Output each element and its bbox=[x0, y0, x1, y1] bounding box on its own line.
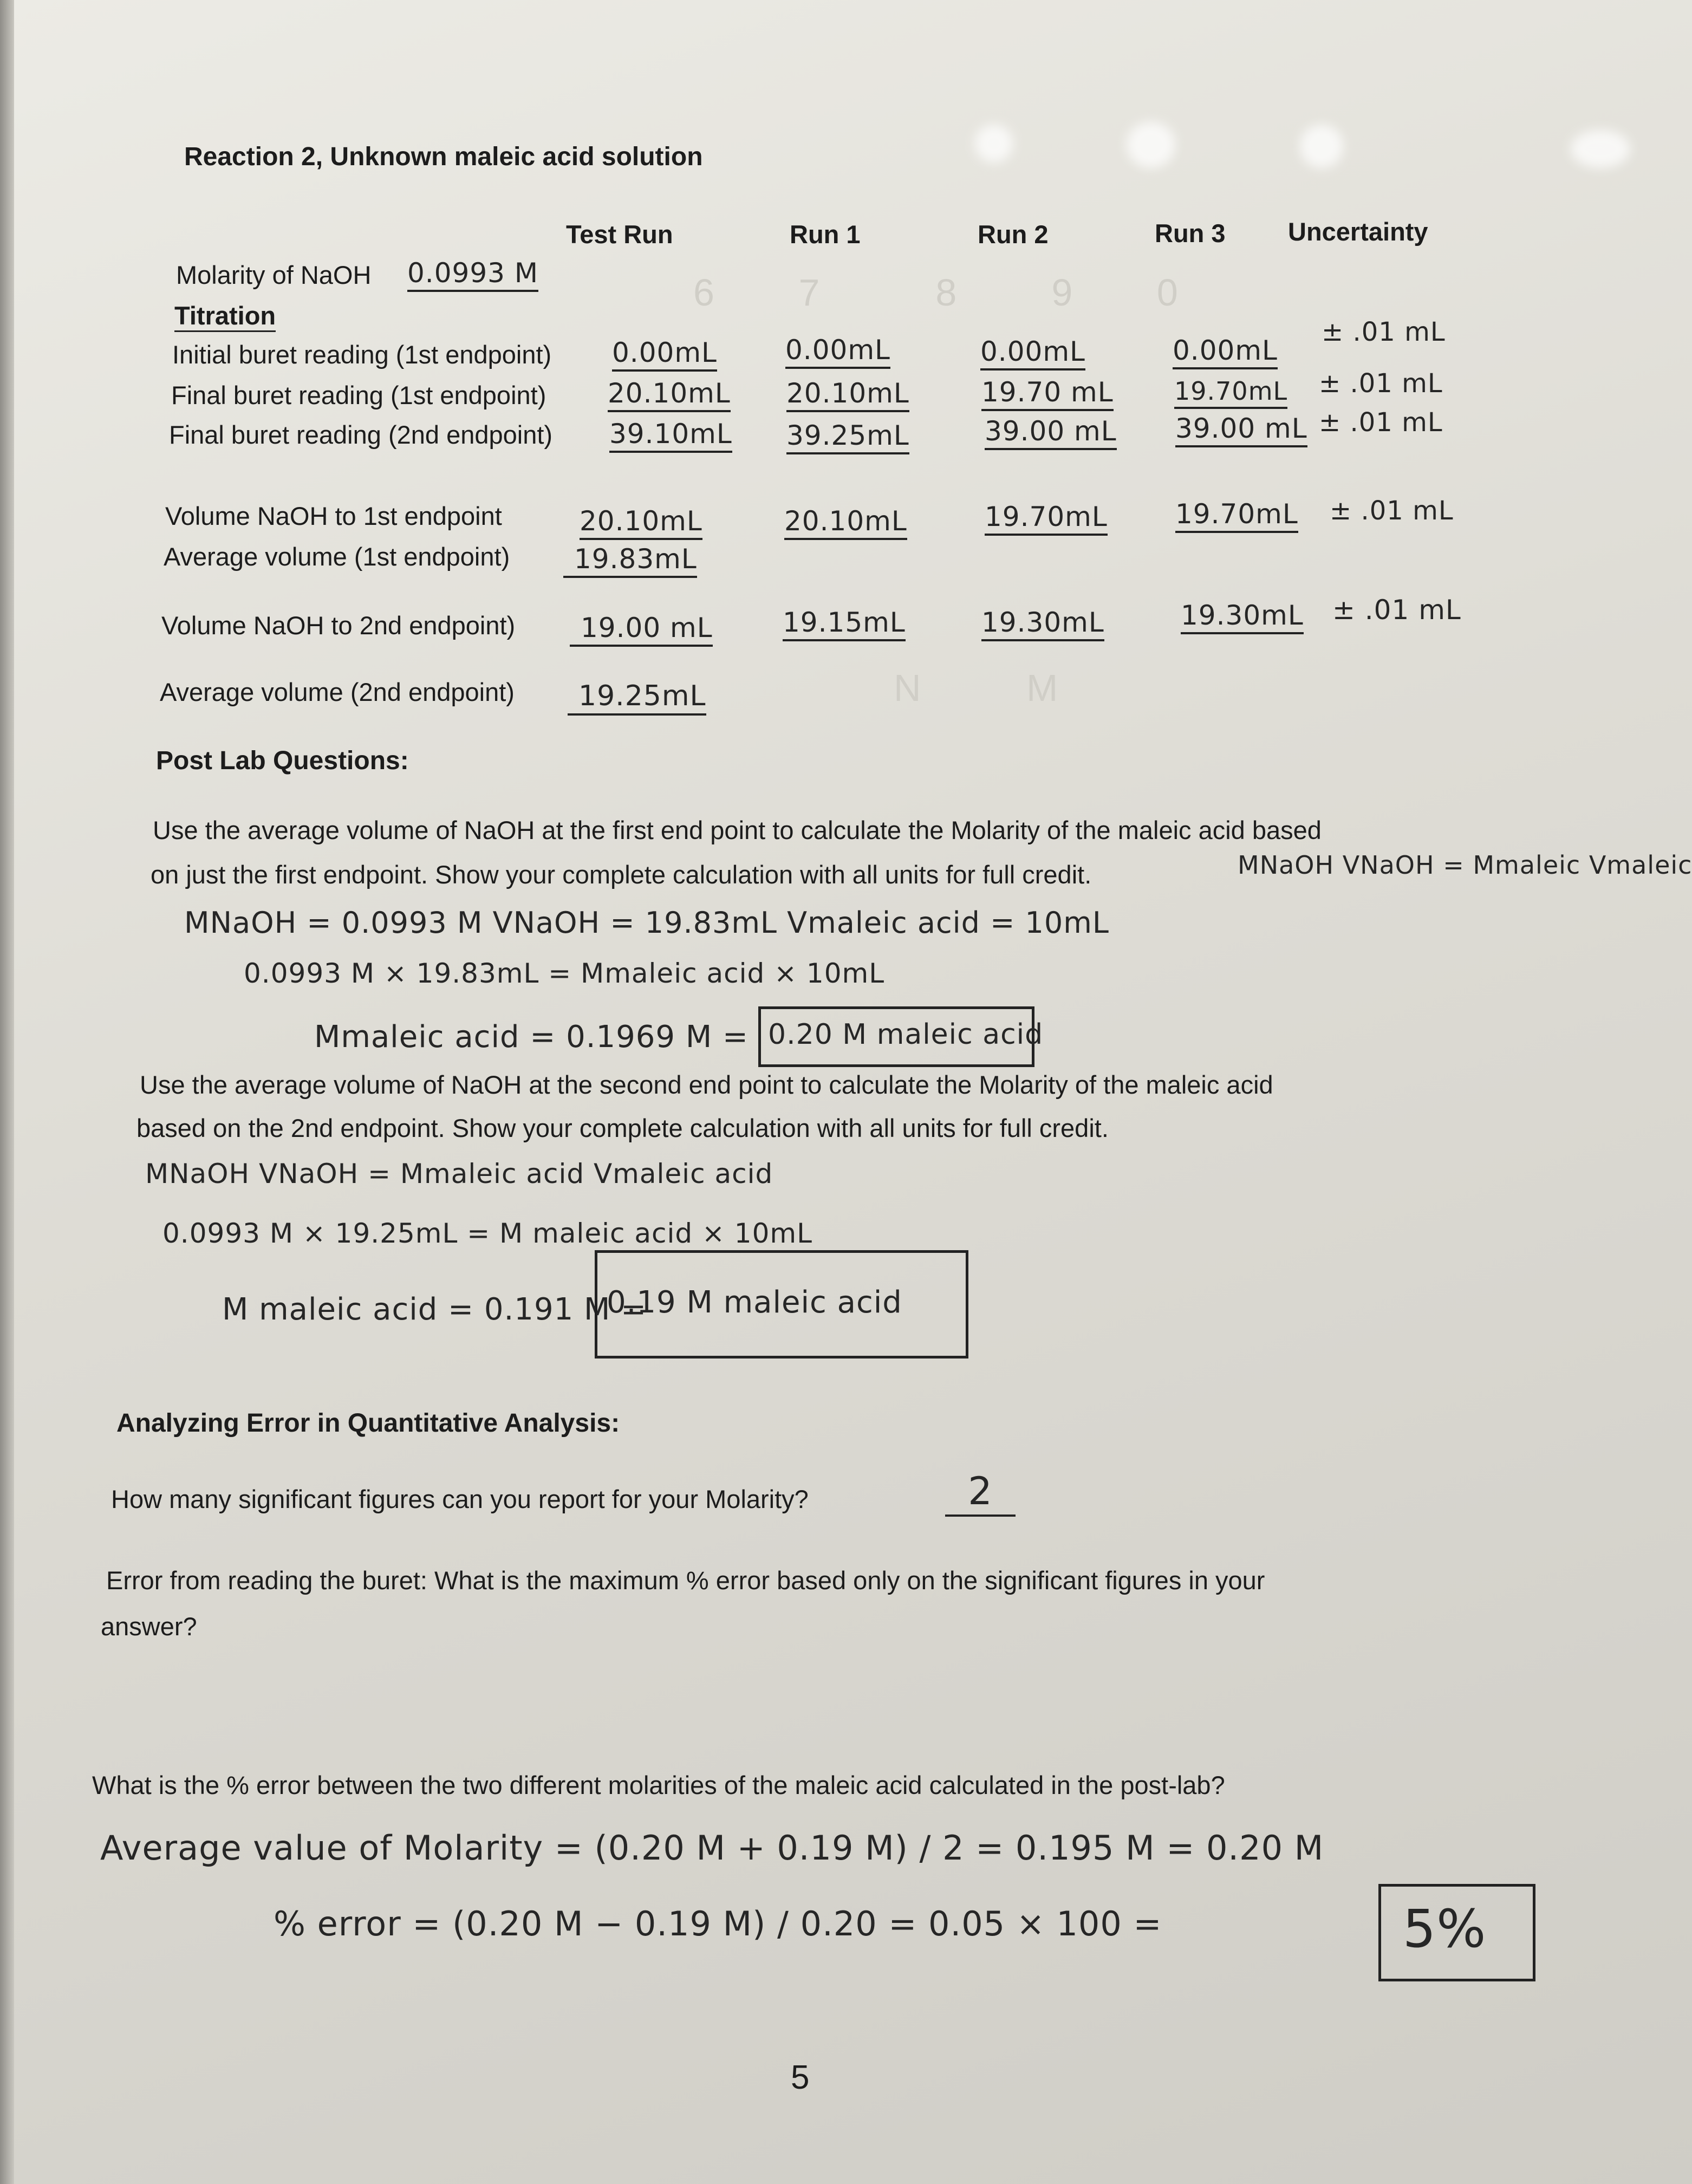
question-1-formula: MNaOH VNaOH = Mmaleic Vmaleic bbox=[1238, 850, 1692, 880]
cell-final-2-uncertainty: ± .01 mL bbox=[1319, 407, 1443, 438]
answer-sigfigs: 2 bbox=[945, 1469, 1016, 1517]
answer-1-line-3: Mmaleic acid = 0.1969 M = bbox=[314, 1019, 749, 1055]
backside-show-through: 6 7 8 9 0 bbox=[693, 271, 1178, 314]
cell-vol-2-uncertainty: ± .01 mL bbox=[1332, 594, 1461, 626]
row-label-final-1: Final buret reading (1st endpoint) bbox=[171, 381, 546, 410]
answer-average: Average value of Molarity = (0.20 M + 0.19 M) / 2 = 0.195 M = 0.20 M bbox=[100, 1828, 1324, 1868]
col-run-1: Run 1 bbox=[790, 220, 861, 249]
row-label-initial-1: Initial buret reading (1st endpoint) bbox=[172, 340, 552, 369]
question-percent-error: What is the % error between the two different molarities of the maleic acid calculated in the post-lab? bbox=[92, 1771, 1225, 1799]
row-label-vol-1: Volume NaOH to 1st endpoint bbox=[165, 502, 502, 530]
question-2-line-2: based on the 2nd endpoint. Show your complete calculation with all units for full credit. bbox=[136, 1114, 1109, 1142]
cell-final-2-run2: 39.00 mL bbox=[985, 415, 1117, 450]
cell-final-1-test: 20.10mL bbox=[608, 378, 731, 412]
glare bbox=[1300, 125, 1343, 168]
question-1-line-1: Use the average volume of NaOH at the first end point to calculate the Molarity of the maleic acid based bbox=[153, 816, 1322, 844]
answer-percent-error: % error = (0.20 M − 0.19 M) / 0.20 = 0.05 × 100 = bbox=[274, 1904, 1162, 1943]
cell-initial-1-run3: 0.00mL bbox=[1173, 335, 1278, 369]
question-1-line-2: on just the first endpoint. Show your complete calculation with all units for full credit. bbox=[151, 860, 1092, 889]
cell-vol-2-run1: 19.15mL bbox=[783, 607, 906, 641]
cell-final-1-run1: 20.10mL bbox=[786, 378, 909, 412]
page-number: 5 bbox=[791, 2059, 810, 2096]
question-2-line-1: Use the average volume of NaOH at the second end point to calculate the Molarity of the maleic acid bbox=[140, 1070, 1273, 1099]
glare bbox=[975, 125, 1013, 162]
cell-initial-1-test: 0.00mL bbox=[612, 337, 717, 372]
answer-percent-result: 5% bbox=[1403, 1899, 1487, 1959]
row-label-avg-1: Average volume (1st endpoint) bbox=[164, 542, 510, 571]
cell-vol-1-run2: 19.70mL bbox=[985, 501, 1108, 536]
question-buret-line-1: Error from reading the buret: What is the maximum % error based only on the significant figures in your bbox=[106, 1566, 1265, 1595]
answer-2-line-3: M maleic acid = 0.191 M = bbox=[222, 1292, 647, 1327]
col-run-2: Run 2 bbox=[978, 220, 1049, 249]
cell-final-2-test: 39.10mL bbox=[609, 418, 732, 453]
section-title: Reaction 2, Unknown maleic acid solution bbox=[184, 142, 703, 171]
post-lab-heading: Post Lab Questions: bbox=[156, 746, 409, 775]
answer-1-result: 0.20 M maleic acid bbox=[768, 1018, 1044, 1051]
row-label-vol-2: Volume NaOH to 2nd endpoint) bbox=[161, 611, 516, 640]
col-test-run: Test Run bbox=[566, 220, 673, 249]
answer-2-line-2: 0.0993 M × 19.25mL = M maleic acid × 10mL bbox=[162, 1218, 812, 1249]
question-buret-line-2: answer? bbox=[101, 1612, 197, 1641]
cell-avg-2: 19.25mL bbox=[568, 680, 706, 716]
cell-vol-1-test: 20.10mL bbox=[580, 505, 702, 540]
cell-initial-1-uncertainty: ± .01 mL bbox=[1322, 317, 1446, 347]
cell-vol-2-test: 19.00 mL bbox=[570, 612, 713, 647]
cell-vol-1-run3: 19.70mL bbox=[1175, 498, 1298, 533]
cell-vol-2-run2: 19.30mL bbox=[981, 607, 1104, 641]
cell-final-1-run2: 19.70 mL bbox=[981, 376, 1114, 411]
cell-final-1-run3: 19.70mL bbox=[1174, 376, 1287, 409]
cell-vol-1-uncertainty: ± .01 mL bbox=[1330, 496, 1454, 526]
paper-edge bbox=[0, 0, 14, 2184]
question-sigfigs: How many significant figures can you report for your Molarity? bbox=[111, 1485, 809, 1513]
error-analysis-heading: Analyzing Error in Quantitative Analysis: bbox=[116, 1409, 620, 1438]
titration-label: Titration bbox=[174, 301, 276, 332]
cell-initial-1-run1: 0.00mL bbox=[785, 334, 890, 369]
row-label-avg-2: Average volume (2nd endpoint) bbox=[160, 678, 515, 706]
backside-show-through: N M bbox=[894, 667, 1058, 709]
cell-final-2-run3: 39.00 mL bbox=[1175, 413, 1307, 447]
cell-vol-2-run3: 19.30mL bbox=[1181, 600, 1304, 634]
cell-vol-1-run1: 20.10mL bbox=[784, 505, 907, 540]
answer-2-result: 0.19 M maleic acid bbox=[607, 1285, 902, 1320]
molarity-label: Molarity of NaOH bbox=[176, 261, 372, 289]
answer-1-line-2: 0.0993 M × 19.83mL = Mmaleic acid × 10mL bbox=[244, 958, 885, 989]
cell-initial-1-run2: 0.00mL bbox=[980, 336, 1085, 370]
cell-final-2-run1: 39.25mL bbox=[786, 420, 909, 454]
col-uncertainty: Uncertainty bbox=[1288, 217, 1428, 246]
cell-final-1-uncertainty: ± .01 mL bbox=[1319, 368, 1443, 399]
glare bbox=[1127, 122, 1175, 168]
row-label-final-2: Final buret reading (2nd endpoint) bbox=[169, 420, 553, 449]
cell-avg-1: 19.83mL bbox=[563, 543, 697, 578]
glare bbox=[1571, 130, 1630, 168]
col-run-3: Run 3 bbox=[1155, 219, 1226, 248]
answer-2-line-1: MNaOH VNaOH = Mmaleic acid Vmaleic acid bbox=[145, 1158, 773, 1190]
molarity-value: 0.0993 M bbox=[407, 257, 538, 292]
answer-1-line-1: MNaOH = 0.0993 M VNaOH = 19.83mL Vmaleic acid = 10mL bbox=[184, 906, 1109, 940]
